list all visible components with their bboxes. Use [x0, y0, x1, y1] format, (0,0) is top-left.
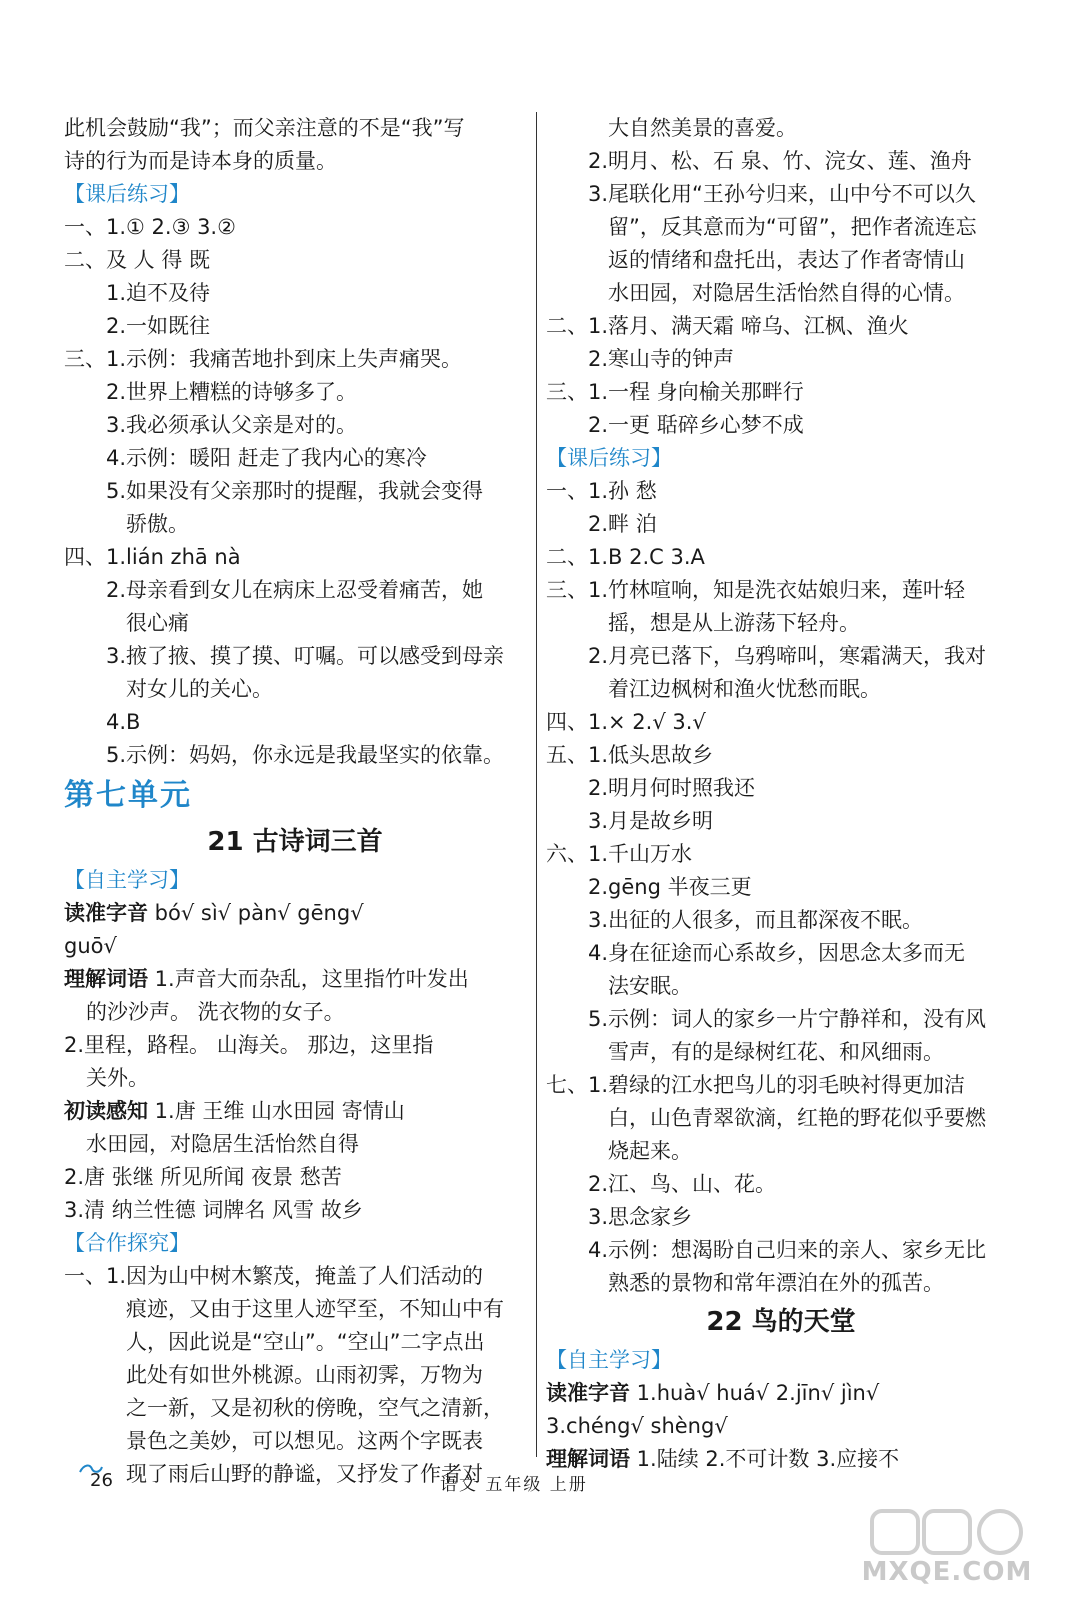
page-number: 26 [90, 1470, 113, 1491]
answer-line: 3.掖了掖、摸了摸、叮嘱。可以感受到母亲 [106, 644, 505, 668]
answer-line: 很心痛 [126, 611, 189, 635]
answer-line: 着江边枫树和渔火忧愁而眠。 [608, 677, 881, 701]
answer-line: 2.世界上糟糕的诗够多了。 [106, 380, 358, 404]
answer-line: 水田园，对隐居生活怡然自得 [86, 1132, 359, 1156]
answer-line: 四、1.lián zhā nà [64, 545, 241, 569]
right-column [546, 112, 1016, 1476]
answer-line: 七、1.碧绿的江水把鸟儿的羽毛映衬得更加洁 [546, 1073, 966, 1097]
answer-line: 3.出征的人很多，而且都深夜不眠。 [588, 908, 924, 932]
answer-line: 3.尾联化用“王孙兮归来，山中兮不可以久 [588, 182, 976, 206]
answer-line: 法安眠。 [608, 974, 692, 998]
answer-line: 六、1.千山万水 [546, 842, 693, 866]
answer-line: 3.清 纳兰性德 词牌名 风雪 故乡 [64, 1198, 363, 1222]
answer-line: 诗的行为而是诗本身的质量。 [64, 149, 337, 173]
answer-line: 4.身在征途而心系故乡，因思念太多而无 [588, 941, 966, 965]
answer-line: 人，因此说是“空山”。“空山”二字点出 [126, 1330, 485, 1354]
answer-line: 此处有如世外桃源。山雨初霁，万物为 [126, 1363, 483, 1387]
answer-line: guō√ [64, 934, 117, 958]
section-tag: 【自主学习】 [546, 1348, 672, 1372]
answer-line: 理解词语 1.声音大而杂乱，这里指竹叶发出 [64, 967, 469, 991]
answer-line: 2.寒山寺的钟声 [588, 347, 735, 371]
answer-line: 2.唐 张继 所见所闻 夜景 愁苦 [64, 1165, 342, 1189]
answer-line: 2.母亲看到女儿在病床上忍受着痛苦，她 [106, 578, 484, 602]
answer-line: 之一新，又是初秋的傍晚，空气之清新， [126, 1396, 504, 1420]
answer-line: 3.我必须承认父亲是对的。 [106, 413, 358, 437]
lesson-title: 22 鸟的天堂 [706, 1307, 856, 1337]
answer-line: 2.里程，路程。 山海关。 那边，这里指 [64, 1033, 434, 1057]
answer-line: 读准字音 bó√ sì√ pàn√ gēng√ [64, 901, 364, 925]
left-column [64, 112, 526, 1491]
answer-line: 一、1.① 2.③ 3.② [64, 215, 236, 239]
answer-line: 二、1.落月、满天霜 啼乌、江枫、渔火 [546, 314, 909, 338]
section-tag: 【课后练习】 [64, 182, 190, 206]
answer-line: 四、1.× 2.√ 3.√ [546, 710, 706, 734]
answer-line: 1.迫不及待 [106, 281, 211, 305]
section-tag: 【合作探究】 [64, 1231, 190, 1255]
answer-line: 对女儿的关心。 [126, 677, 273, 701]
answer-line: 景色之美妙，可以想见。这两个字既表 [126, 1429, 483, 1453]
column-divider [536, 112, 537, 1457]
answer-line: 雪声，有的是绿树红花、和风细雨。 [608, 1040, 944, 1064]
answer-line: 3.月是故乡明 [588, 809, 714, 833]
answer-line: 初读感知 1.唐 王维 山水田园 寄情山 [64, 1099, 405, 1123]
answer-line: 三、1.一程 身向榆关那畔行 [546, 380, 804, 404]
answer-line: 二、1.B 2.C 3.A [546, 545, 705, 569]
answer-line: 留”，反其意而为“可留”，把作者流连忘 [608, 215, 977, 239]
answer-line: 2.江、鸟、山、花。 [588, 1172, 777, 1196]
answer-line: 一、1.孙 愁 [546, 479, 657, 503]
section-tag: 【自主学习】 [64, 868, 190, 892]
answer-line: 2.畔 泊 [588, 512, 657, 536]
answer-line: 二、及 人 得 既 [64, 248, 211, 272]
watermark-text: MXQE.COM [861, 1557, 1033, 1587]
answer-line: 2.一如既往 [106, 314, 211, 338]
answer-line: 5.如果没有父亲那时的提醒，我就会变得 [106, 479, 484, 503]
answer-line: 五、1.低头思故乡 [546, 743, 714, 767]
answer-line: 理解词语 1.陆续 2.不可计数 3.应接不 [546, 1447, 900, 1471]
answer-line: 现了雨后山野的静谧，又抒发了作者对 [126, 1462, 483, 1486]
watermark-logo [852, 1505, 1042, 1595]
answer-line: 痕迹，又由于这里人迹罕至，不知山中有 [126, 1297, 504, 1321]
answer-line: 摇，想是从上游荡下轻舟。 [608, 611, 860, 635]
answer-line: 水田园，对隐居生活怡然自得的心情。 [608, 281, 965, 305]
answer-line: 此机会鼓励“我”；而父亲注意的不是“我”写 [64, 116, 465, 140]
label-lead: 理解词语 [64, 967, 148, 991]
answer-line: 返的情绪和盘托出，表达了作者寄情山 [608, 248, 965, 272]
answer-line: 4.示例：暖阳 赶走了我内心的寒冷 [106, 446, 427, 470]
answer-line: 读准字音 1.huà√ huá√ 2.jīn√ jìn√ [546, 1381, 880, 1405]
answer-line: 4.示例：想渴盼自己归来的亲人、家乡无比 [588, 1238, 987, 1262]
answer-line: 三、1.示例：我痛苦地扑到床上失声痛哭。 [64, 347, 463, 371]
label-lead: 理解词语 [546, 1447, 630, 1471]
answer-line: 关外。 [86, 1066, 149, 1090]
label-lead: 读准字音 [546, 1381, 630, 1405]
answer-line: 3.chéng√ shèng√ [546, 1414, 728, 1438]
answer-line: 3.思念家乡 [588, 1205, 693, 1229]
label-lead: 初读感知 [64, 1099, 148, 1123]
answer-line: 2.明月、松、石 泉、竹、浣女、莲、渔舟 [588, 149, 972, 173]
lesson-title: 21 古诗词三首 [207, 827, 383, 857]
answer-line: 2.月亮已落下，乌鸦啼叫，寒霜满天，我对 [588, 644, 987, 668]
answer-line: 的沙沙声。 洗衣物的女子。 [86, 1000, 345, 1024]
answer-line: 5.示例：妈妈，你永远是我最坚实的依靠。 [106, 743, 505, 767]
answer-line: 4.B [106, 710, 141, 734]
section-tag: 【课后练习】 [546, 446, 672, 470]
unit-heading: 第七单元 [64, 778, 192, 813]
answer-line: 5.示例：词人的家乡一片宁静祥和，没有风 [588, 1007, 987, 1031]
answer-line: 2.明月何时照我还 [588, 776, 756, 800]
answer-line: 2.gēng 半夜三更 [588, 875, 752, 899]
page-footer [0, 1462, 1066, 1498]
answer-line: 骄傲。 [126, 512, 189, 536]
answer-line: 白，山色青翠欲滴，红艳的野花似乎要燃 [608, 1106, 986, 1130]
answer-line: 三、1.竹林喧响，知是洗衣姑娘归来，莲叶轻 [546, 578, 966, 602]
watermark-badge-icon [852, 1505, 1042, 1557]
answer-line: 一、1.因为山中树木繁茂，掩盖了人们活动的 [64, 1264, 484, 1288]
label-lead: 读准字音 [64, 901, 148, 925]
book-title: 语文 五年级 上册 [440, 1475, 588, 1495]
answer-line: 大自然美景的喜爱。 [608, 116, 797, 140]
answer-line: 熟悉的景物和常年漂泊在外的孤苦。 [608, 1271, 944, 1295]
answer-line: 2.一更 聒碎乡心梦不成 [588, 413, 804, 437]
answer-line: 烧起来。 [608, 1139, 692, 1163]
